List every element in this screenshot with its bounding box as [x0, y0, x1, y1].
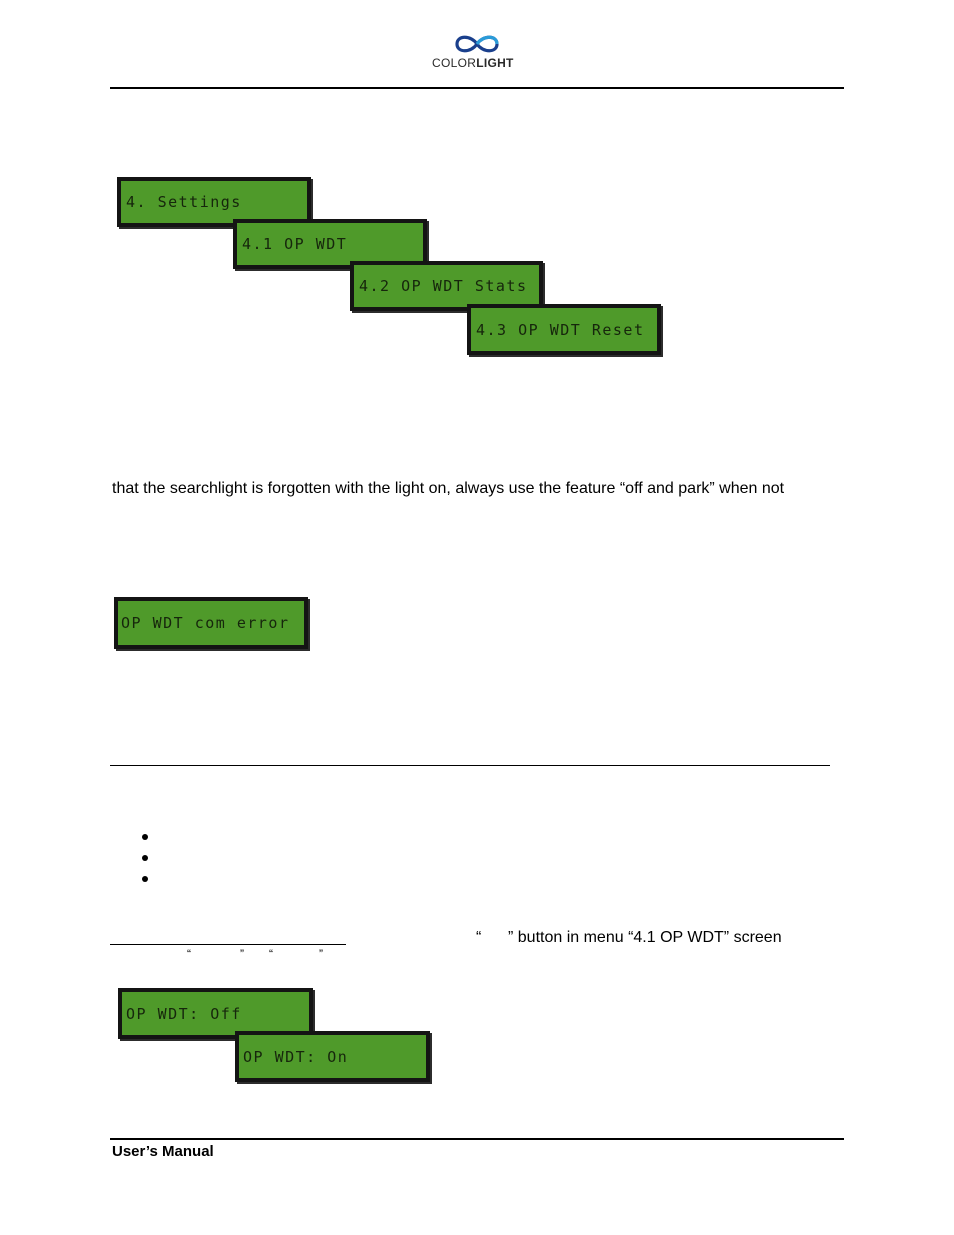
lcd-text: 4.3 OP WDT Reset: [476, 320, 645, 339]
footer-label: User’s Manual: [112, 1143, 214, 1160]
brand-name: [432, 56, 514, 70]
bullet-item: [142, 876, 148, 882]
lcd-text: OP WDT: Off: [126, 1004, 242, 1023]
lcd-text: 4.1 OP WDT: [242, 235, 348, 253]
lcd-text: OP WDT: On: [243, 1047, 349, 1066]
header-rule: [110, 87, 844, 89]
quote-mark: ”: [240, 947, 244, 961]
lcd-text: OP WDT com error: [121, 614, 290, 632]
colorlight-logo-icon: [452, 33, 502, 55]
quote-mark: “: [269, 947, 273, 961]
section-rule: [110, 765, 830, 766]
lcd-text: 4. Settings: [126, 193, 242, 211]
lcd-op-wdt-reset: [467, 304, 661, 355]
footer-rule: [110, 1138, 844, 1140]
quote-mark: “: [187, 947, 191, 961]
instruction-open-quote: “: [476, 929, 482, 946]
instruction-text: ” button in menu “4.1 OP WDT” screen: [508, 929, 782, 946]
lcd-text: 4.2 OP WDT Stats: [359, 277, 528, 295]
bullet-item: [142, 834, 148, 840]
lcd-error: [114, 597, 308, 649]
heading-underline: [110, 944, 346, 945]
lcd-op-wdt-on: [235, 1031, 430, 1082]
bullet-item: [142, 855, 148, 861]
body-paragraph: that the searchlight is forgotten with the light on, always use the feature “off and park” when not: [112, 480, 785, 497]
quote-mark: ”: [319, 947, 323, 961]
brand-name-color: COLOR: [432, 56, 477, 70]
brand-name-light: LIGHT: [476, 56, 514, 70]
